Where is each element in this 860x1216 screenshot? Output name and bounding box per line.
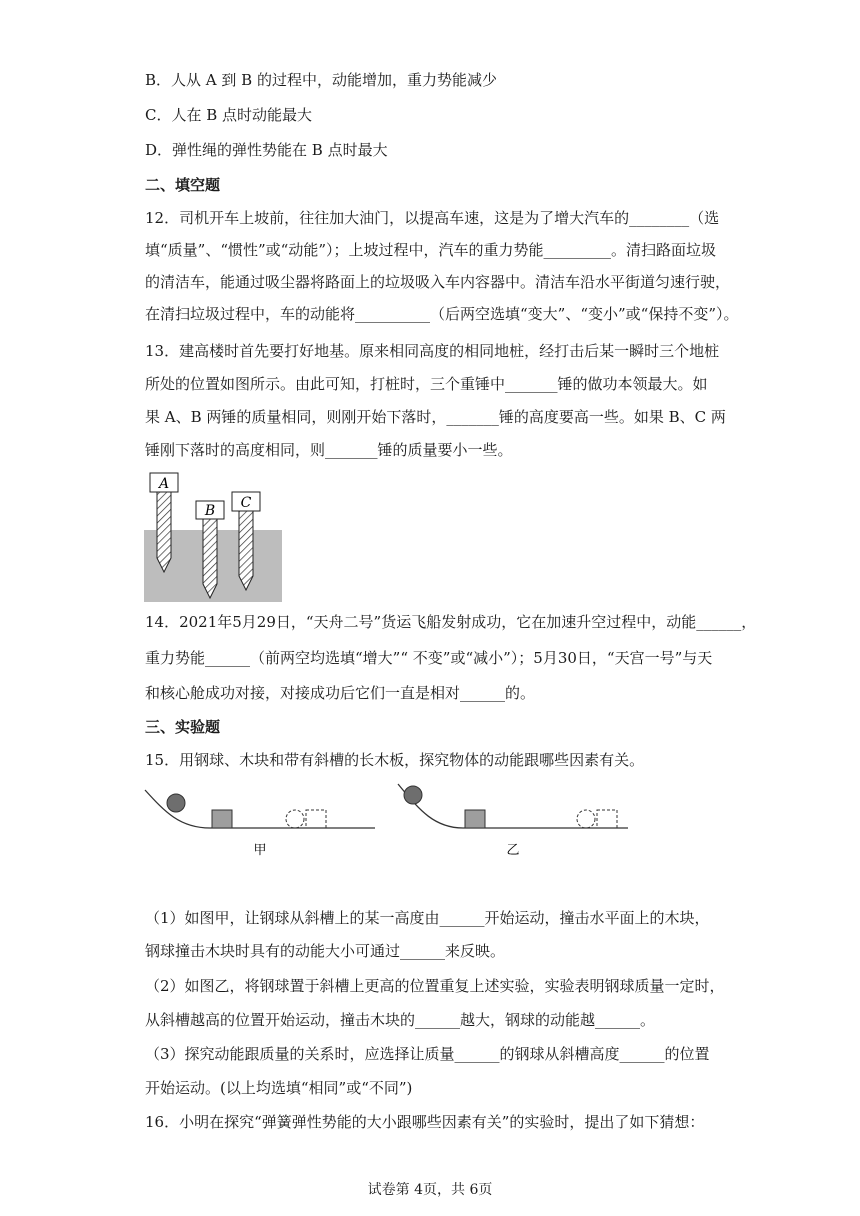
q15-part2-line2: 从斜槽越高的位置开始运动，撞击木块的______越大，钢球的动能越______。	[145, 1011, 656, 1029]
ramp-figure	[140, 782, 640, 862]
q15-part3-line1: （3）探究动能跟质量的关系时，应选择让质量______的钢球从斜槽高度______的位置	[145, 1045, 710, 1063]
label-b: B	[204, 503, 216, 519]
ball-right	[404, 786, 422, 804]
q12-line-1: 12．司机开车上坡前，往往加大油门，以提高车速，这是为了增大汽车的________（选	[145, 209, 720, 227]
label-a: A	[158, 476, 170, 492]
block-left	[212, 810, 232, 828]
q12-line-4: 在清扫垃圾过程中，车的动能将__________（后两空选填“变大”、“变小”或“保持不变”）。	[145, 305, 739, 323]
q15-part2-line1: （2）如图乙，将钢球置于斜槽上更高的位置重复上述实验，实验表明钢球质量一定时，	[145, 977, 725, 995]
section-title-fill-in: 二、填空题	[145, 176, 221, 194]
page-footer: 试卷第 4页，共 6页	[367, 1182, 493, 1198]
q14-line-3: 和核心舱成功对接，对接成功后它们一直是相对______的。	[145, 684, 536, 702]
q15-part1-line2: 钢球撞击木块时具有的动能大小可通过______来反映。	[145, 942, 506, 960]
q16-intro: 16．小明在探究“弹簧弹性势能的大小跟哪些因素有关”的实验时，提出了如下猜想：	[145, 1113, 705, 1131]
q15-intro: 15．用钢球、木块和带有斜槽的长木板，探究物体的动能跟哪些因素有关。	[145, 751, 645, 769]
ball-left	[167, 794, 185, 812]
section-title-experiment: 三、实验题	[145, 718, 221, 736]
q13-line-1: 13．建高楼时首先要打好地基。原来相同高度的相同地桩，经打击后某一瞬时三个地桩	[145, 342, 720, 360]
q13-line-4: 锤刚下落时的高度相同，则_______锤的质量要小一些。	[145, 441, 513, 459]
label-c: C	[240, 495, 252, 511]
q13-line-2: 所处的位置如图所示。由此可知，打桩时，三个重锤中_______锤的做功本领最大。如	[145, 375, 708, 393]
pile-figure	[144, 472, 284, 604]
q15-part1-line1: （1）如图甲，让钢球从斜槽上的某一高度由______开始运动，撞击水平面上的木块，	[145, 909, 710, 927]
q12-line-3: 的清洁车，能通过吸尘器将路面上的垃圾吸入车内容器中。清洁车沿水平街道匀速行驶，	[145, 273, 731, 291]
label-jia: 甲	[253, 843, 267, 858]
ramp-right	[398, 784, 628, 858]
q13-line-3: 果 A、B 两锤的质量相同，则刚开始下落时，_______锤的高度要高一些。如果 B、C 两	[145, 408, 726, 426]
q15-part3-line2: 开始运动。(以上均选填“相同”或“不同”)	[145, 1079, 413, 1097]
option-c: C．人在 B 点时动能最大	[145, 106, 313, 124]
block-right	[465, 810, 485, 828]
q14-line-2: 重力势能______（前两空均选填“增大”“ 不变”或“减小”）；5月30日，“天宫一号”与天	[145, 649, 713, 667]
q12-line-2: 填“质量”、“惯性”或“动能”）；上坡过程中，汽车的重力势能_________。清扫路面垃圾	[145, 241, 717, 259]
label-yi: 乙	[506, 843, 520, 858]
ramp-left	[145, 790, 375, 858]
option-b: B．人从 A 到 B 的过程中，动能增加，重力势能减少	[145, 71, 497, 89]
q14-line-1: 14．2021年5月29日，“天舟二号”货运飞船发射成功，它在加速升空过程中，动能______，	[145, 613, 757, 631]
option-d: D．弹性绳的弹性势能在 B 点时最大	[145, 141, 388, 159]
